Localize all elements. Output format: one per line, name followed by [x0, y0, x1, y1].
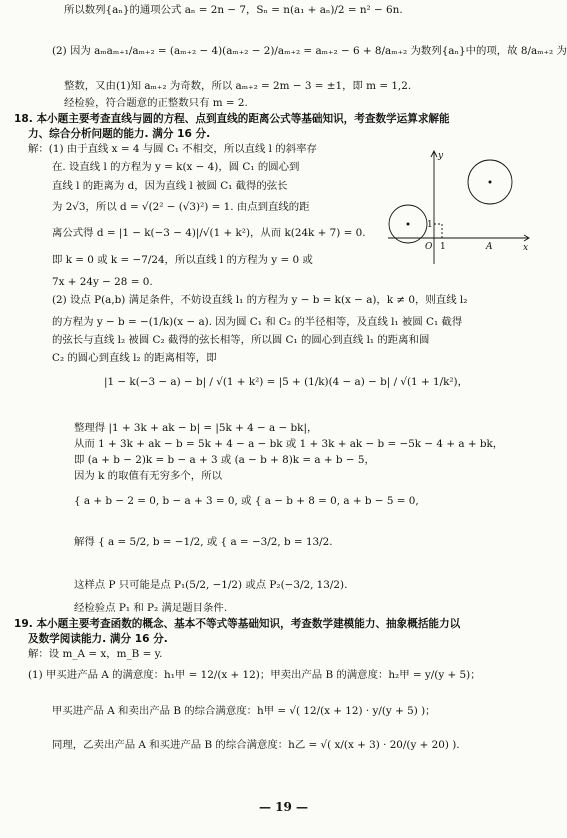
text-line: 这样点 P 只可能是点 P₁(5/2, −1/2) 或点 P₂(−3/2, 13/2). [74, 579, 348, 591]
text-line: (1) 甲买进产品 A 的满意度：h₁甲 = 12/(x + 12)；甲卖出产品 B 的满意度：h₂甲 = y/(y + 5)； [28, 669, 481, 681]
text-line: 在. 设直线 l 的方程为 y = k(x − 4)，圆 C₁ 的圆心到 [52, 161, 300, 173]
text-line: 甲买进产品 A 和卖出产品 B 的综合满意度：h甲 = √( 12/(x + 12) · y/(y + 5) )； [52, 705, 436, 717]
problem-18-heading-cont: 力、综合分析问题的能力. 满分 16 分. [28, 128, 211, 140]
center-c1 [407, 223, 410, 226]
center-c2 [489, 181, 492, 184]
text-line: 整数，又由(1)知 aₘ₊₂ 为奇数，所以 aₘ₊₂ = 2m − 3 = ±1，即 m = 1,2. [64, 80, 412, 92]
text-line: 直线 l 的距离为 d，因为直线 l 被圆 C₁ 截得的弦长 [52, 180, 288, 192]
y-tick-label: 1 [427, 220, 433, 230]
problem-19-heading-cont: 及数学阅读能力. 满分 16 分. [28, 633, 168, 645]
text-line: 即 (a + b − 2)k = b − a + 3 或 (a − b + 8)k = a + b − 5， [74, 454, 375, 466]
text-line: 从而 1 + 3k + ak − b = 5k + 4 − a − bk 或 1 + 3k + ak − b = −5k − 4 + a + bk， [74, 438, 504, 450]
text-line: 的弦长与直线 l₂ 被圆 C₂ 截得的弦长相等，所以圆 C₁ 的圆心到直线 l₁ 的距离和圆 [52, 334, 430, 346]
circles-figure [382, 148, 534, 268]
page-number: — 19 — [258, 800, 309, 814]
text-line: 7x + 24y − 28 = 0. [52, 276, 153, 288]
text-line: 离公式得 d = |1 − k(−3 − 4)|/√(1 + k²)，从而 k(24k + 7) = 0. [52, 227, 366, 239]
text-line: 同理，乙卖出产品 A 和买进产品 B 的综合满意度：h乙 = √( x/(x + 3) · 20/(y + 20) ). [52, 739, 460, 751]
text-line: 所以数列{aₙ}的通项公式 aₙ = 2n − 7，Sₙ = n(a₁ + aₙ)/2 = n² − 6n. [64, 4, 403, 16]
text-line: 解：设 m_A = x，m_B = y. [28, 648, 163, 660]
text-line: (2) 设点 P(a,b) 满足条件，不妨设直线 l₁ 的方程为 y − b = k(x − a)，k ≠ 0，则直线 l₂ [52, 294, 468, 306]
text-line: (2) 因为 aₘaₘ₊₁/aₘ₊₂ = (aₘ₊₂ − 4)(aₘ₊₂ − 2)/aₘ₊₂ = aₘ₊₂ − 6 + 8/aₘ₊₂ 为数列{aₙ}中的项，故 8/aₘ₊₂ 为 [52, 45, 567, 57]
text-line: 经检验点 P₁ 和 P₂ 满足题目条件. [74, 602, 228, 614]
y-axis-label: y [438, 151, 444, 161]
equation-system: { a + b − 2 = 0, b − a + 3 = 0, 或 { a − b + 8 = 0, a + b − 5 = 0, [74, 495, 419, 507]
problem-19-heading: 19. 本小题主要考查函数的概念、基本不等式等基础知识，考查数学建模能力、抽象概括能力以 [14, 618, 461, 630]
text-line: C₂ 的圆心到直线 l₂ 的距离相等，即 [52, 352, 217, 364]
text-line: 即 k = 0 或 k = −7/24，所以直线 l 的方程为 y = 0 或 [52, 254, 313, 266]
x-axis-label: x [523, 243, 529, 253]
text-line: 整理得 |1 + 3k + ak − b| = |5k + 4 − a − bk|， [74, 422, 318, 434]
x-tick-label: 1 [440, 242, 446, 252]
text-line: 解：(1) 由于直线 x = 4 与圆 C₁ 不相交，所以直线 l 的斜率存 [28, 143, 317, 155]
text-line: 的方程为 y − b = −(1/k)(x − a). 因为圆 C₁ 和 C₂ 的半径相等，及直线 l₁ 被圆 C₁ 截得 [52, 316, 463, 328]
origin-label: O [425, 242, 433, 252]
text-line: 为 2√3，所以 d = √(2² − (√3)²) = 1. 由点到直线的距 [52, 201, 310, 213]
problem-18-heading: 18. 本小题主要考查直线与圆的方程、点到直线的距离公式等基础知识，考查数学运算求解能 [14, 113, 450, 125]
text-line: 经检验，符合题意的正整数只有 m = 2. [64, 97, 248, 109]
equation-system: 解得 { a = 5/2, b = −1/2, 或 { a = −3/2, b = 13/2. [74, 536, 333, 548]
text-line: 因为 k 的取值有无穷多个，所以 [74, 470, 222, 482]
equation: |1 − k(−3 − a) − b| / √(1 + k²) = |5 + (1/k)(4 − a) − b| / √(1 + 1/k²)， [104, 376, 468, 388]
point-a-label: A [486, 242, 493, 252]
